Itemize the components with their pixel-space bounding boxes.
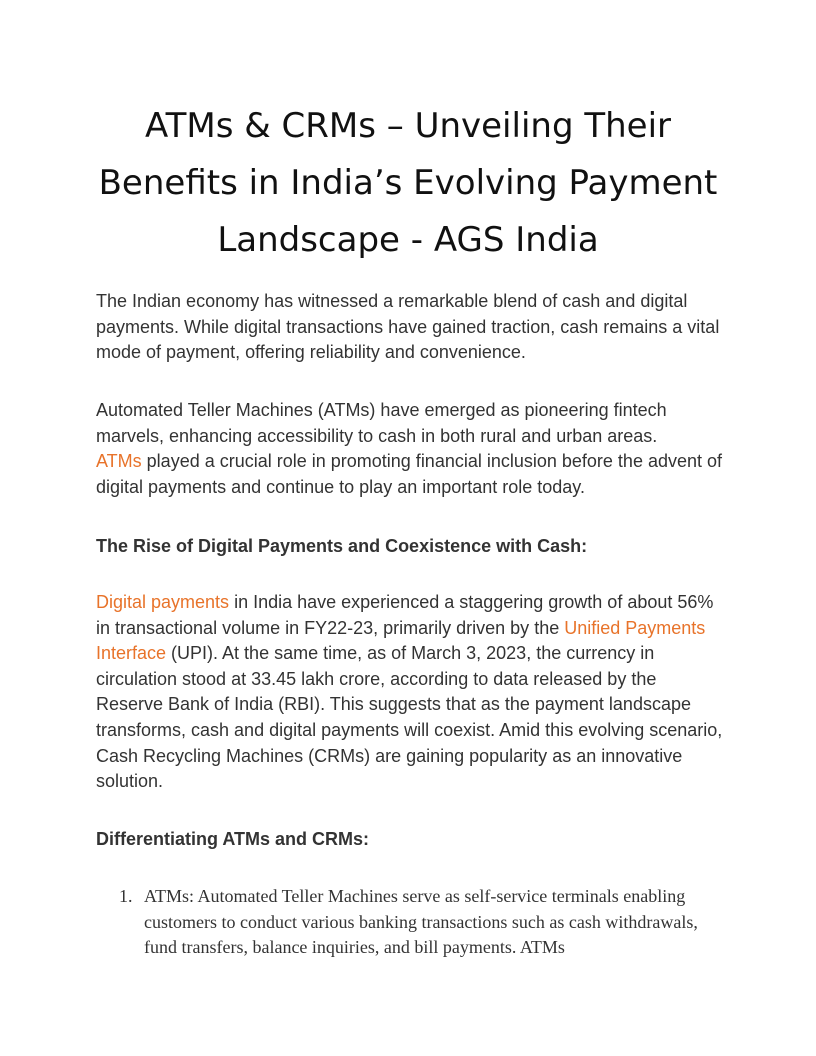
digital-payments-text-2: (UPI). At the same time, as of March 3, 2023, the currency in circulation stood at 33.45 lakh crore, according to data released by the Reserve Bank of India (RBI). This suggests that as the payment landscape transforms, cash and digital payments will coexist. Amid this evolving scenario, Cash Recycling Machines (CRMs) are gaining popularity as an innovative solution. (96, 643, 723, 792)
list-item-text: ATMs: Automated Teller Machines serve as self-service terminals enabling customers to conduct various banking transactions such as cash withdrawals, fund transfers, balance inquiries, and bill payments. ATMs (144, 886, 698, 958)
list-item (96, 884, 726, 961)
list-item-number: 1. (119, 886, 133, 906)
upi-link[interactable]: Unified Payments Interface (96, 617, 706, 664)
page-title: ATMs & CRMs – Unveiling Their Benefits in India’s Evolving Payment Landscape - AGS India (98, 106, 718, 260)
differentiation-list (96, 884, 726, 961)
section-heading-differentiating: Differentiating ATMs and CRMs: (96, 829, 369, 849)
digital-payments-link[interactable]: Digital payments (96, 592, 230, 612)
intro-paragraph-1: The Indian economy has witnessed a remarkable blend of cash and digital payments. While digital transactions have gained traction, cash remains a vital mode of payment, offering reliability and convenience. (96, 291, 720, 363)
intro-paragraph-2 (96, 398, 726, 500)
intro-paragraph-2-text: Automated Teller Machines (ATMs) have emerged as pioneering fintech marvels, enhancing accessibility to cash in both rural and urban areas. (96, 400, 667, 446)
digital-payments-text-1: in India have experienced a staggering growth of about 56% in transactional volume in FY22-23, primarily driven by the (96, 592, 714, 638)
digital-payments-paragraph (96, 590, 726, 795)
section-heading-digital-payments: The Rise of Digital Payments and Coexistence with Cash: (96, 536, 588, 556)
atms-link[interactable]: ATMs (96, 451, 142, 472)
intro-paragraph-2-rest: played a crucial role in promoting financial inclusion before the advent of digital payments and continue to play an important role today. (96, 451, 723, 497)
